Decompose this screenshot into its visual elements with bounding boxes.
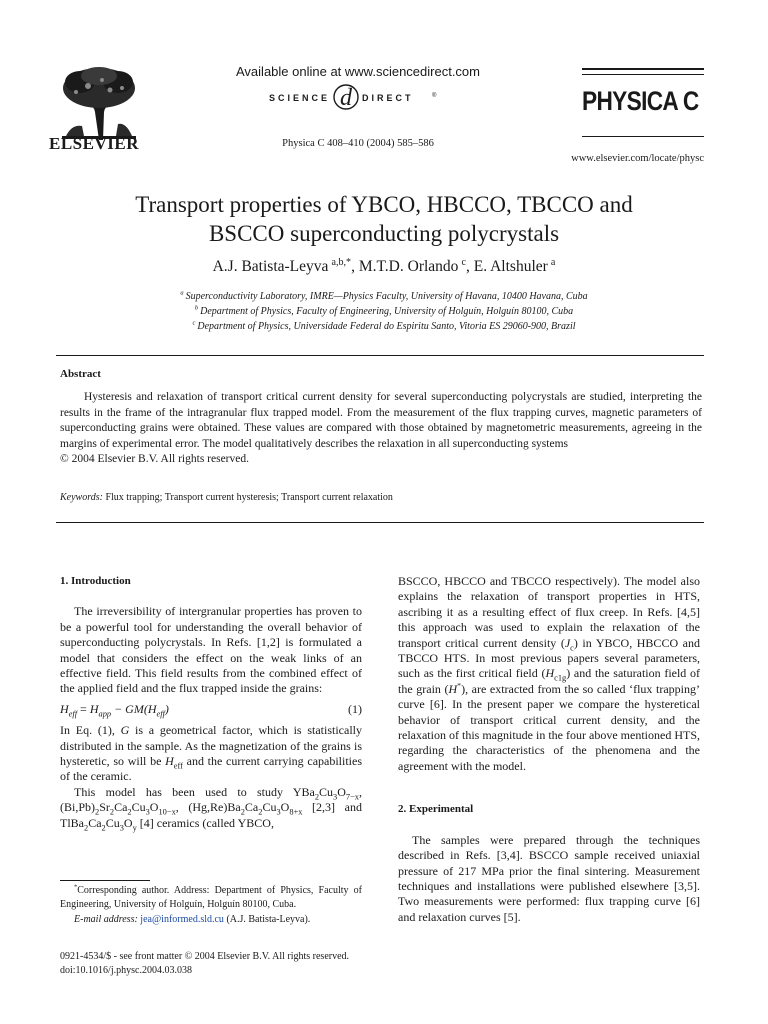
svg-text:d: d	[340, 85, 352, 110]
journal-rule	[582, 136, 704, 137]
keywords-label: Keywords:	[60, 492, 103, 503]
abstract-heading: Abstract	[60, 368, 101, 380]
divider	[56, 522, 704, 523]
footnote-text: *Corresponding author. Address: Department of Physics, Faculty of Engineering, University of Holguín, Holguín 80100, Cuba.	[60, 883, 362, 911]
footnote	[60, 884, 362, 927]
keywords-line	[60, 492, 702, 503]
journal-rule	[582, 74, 704, 75]
section-heading-introduction: 1. Introduction	[60, 575, 131, 587]
publisher-name: ELSEVIER	[49, 134, 139, 153]
intro-paragraph: This model has been used to study $YBa_2Cu_3O_{7-x}$, $(Bi,Pb)_2Sr_2Ca_2Cu_3O_{10-x}$, $(Hg,Re)Ba_2Ca_2Cu_3O_{8+x}$ [2,3] and $TlBa_2Ca_2Cu_3O_y$ [4] ceramics (called YBCO,	[60, 784, 362, 833]
author-affiliation-mark: a,b,*	[331, 256, 352, 268]
left-column	[60, 574, 362, 831]
elsevier-tree-logo	[58, 66, 140, 140]
article-title	[64, 190, 704, 248]
available-online-text: Available online at www.sciencedirect.com	[236, 64, 480, 79]
equation-expression: $H_{eff} = H_{app} - GM(H_{eff})$	[60, 701, 169, 719]
sciencedirect-logo	[230, 82, 490, 110]
author-name[interactable]: M.T.D. Orlando	[358, 258, 459, 275]
abstract-text: Hysteresis and relaxation of transport critical current density for several superconducting polycrystals are studied, interpreting the results in the frame of the intragranular flux trapped model. From the measurement of the flux trapping curves, magnetic parameters of superconducting grains were obtained. These values are compared with those obtained by magnetometric measurements, agreeing in the margins of experimental error. The model qualitatively describes the relaxation in all superconducting systems	[60, 391, 702, 450]
intro-paragraph: In Eq. (1), G is a geometrical factor, which is statistically distributed in the sample. As the magnetization of the grains is hysteretic, so will be $H_{eff}$ and the current carrying capabilities of the ceramic.	[60, 723, 363, 784]
affiliation: $^c$ Department of Physics, Universidade Federal do Espiritu Santo, Vitoria ES 29060-900, Brazil	[192, 319, 576, 332]
title-line: Transport properties of YBCO, HBCCO, TBCCO and	[135, 192, 633, 217]
affiliation: $^b$ Department of Physics, Faculty of Engineering, University of Holguín, Holguín 80100, Cuba	[194, 304, 574, 317]
journal-name: PHYSICA C	[582, 86, 699, 116]
body-paragraph: BSCCO, HBCCO and TBCCO respectively). The model also explains the relaxation of transport properties in HTS, ascribing it as a resulting effect of flux creep. In Refs. [4,5] this approach was used to explain the relaxation of the transport critical current density $(J_c)$ in YBCO, HBCCO and TBCCO HTS. In most previous papers several parameters, such as the first critical field $(H_{c1g})$ and the saturation field of the grain (H*), are extracted from the so called ‘flux trapping’ curve [6]. In the present paper we compare the hysteretical behavior of transport critical current density, and the relaxation of this magnitude in the four above mentioned HTS, regarding the characteristics of the phenomena and the agreement with the model.	[398, 574, 701, 773]
keywords-text: Flux trapping; Transport current hysteresis; Transport current relaxation	[105, 492, 393, 503]
abstract-body	[60, 390, 702, 468]
affiliation: $^a$ Superconductivity Laboratory, IMRE—Physics Faculty, University of Havana, 10400 Havana, Cuba	[180, 289, 588, 302]
email-link[interactable]: jea@informed.sld.cu	[140, 913, 224, 925]
author-affiliation-mark: a	[550, 256, 556, 268]
section-heading-experimental: 2. Experimental	[398, 803, 474, 816]
abstract-copyright: © 2004 Elsevier B.V. All rights reserved.	[60, 453, 249, 466]
intro-paragraph: The irreversibility of intergranular properties has proven to be a powerful tool for understanding the overall behavior of superconducting polycrystals. In Refs. [1,2] is formulated a model that considers the effect on the weak links of an effective field. This field results from the combined effect of the applied field and the flux trapped inside the grains:	[60, 604, 362, 696]
svg-text:DIRECT: DIRECT	[362, 93, 414, 103]
page-footer	[60, 950, 349, 978]
footnote-divider	[60, 880, 150, 881]
journal-citation: Physica C 408–410 (2004) 585–586	[282, 138, 434, 149]
title-line: BSCCO superconducting polycrystals	[208, 221, 560, 246]
footnote-email: E-mail address: jea@informed.sld.cu (A.J. Batista-Leyva).	[74, 913, 311, 925]
journal-url-link[interactable]: www.elsevier.com/locate/physc	[571, 153, 704, 164]
svg-text:®: ®	[432, 93, 437, 99]
divider	[56, 355, 704, 356]
author-list: A.J. Batista-Leyva $^{a,b,*}$, M.T.D. Orlando $^c$, E. Altshuler $^a$	[212, 256, 556, 275]
equation-1	[60, 702, 362, 717]
right-column	[398, 574, 700, 925]
issn-line: 0921-4534/$ - see front matter © 2004 Elsevier B.V. All rights reserved.	[60, 951, 350, 962]
author-name[interactable]: A.J. Batista-Leyva	[212, 258, 329, 275]
equation-number: (1)	[348, 701, 362, 716]
body-paragraph: The samples were prepared through the techniques described in Refs. [3,4]. BSCCO sample received uniaxial pressure of 217 MPa prior the final sintering. Measurement techniques and installations were published elsewhere [3,5]. Two measurements were performed: flux trapping curve [6] and relaxation curves [5].	[398, 832, 700, 924]
journal-rule	[582, 68, 704, 70]
author-affiliation-mark: c	[461, 256, 466, 268]
svg-text:SCIENCE: SCIENCE	[268, 93, 330, 103]
doi-link[interactable]: doi:10.1016/j.physc.2004.03.038	[60, 965, 192, 976]
author-name[interactable]: E. Altshuler	[473, 258, 548, 275]
affiliation-list	[64, 289, 704, 334]
